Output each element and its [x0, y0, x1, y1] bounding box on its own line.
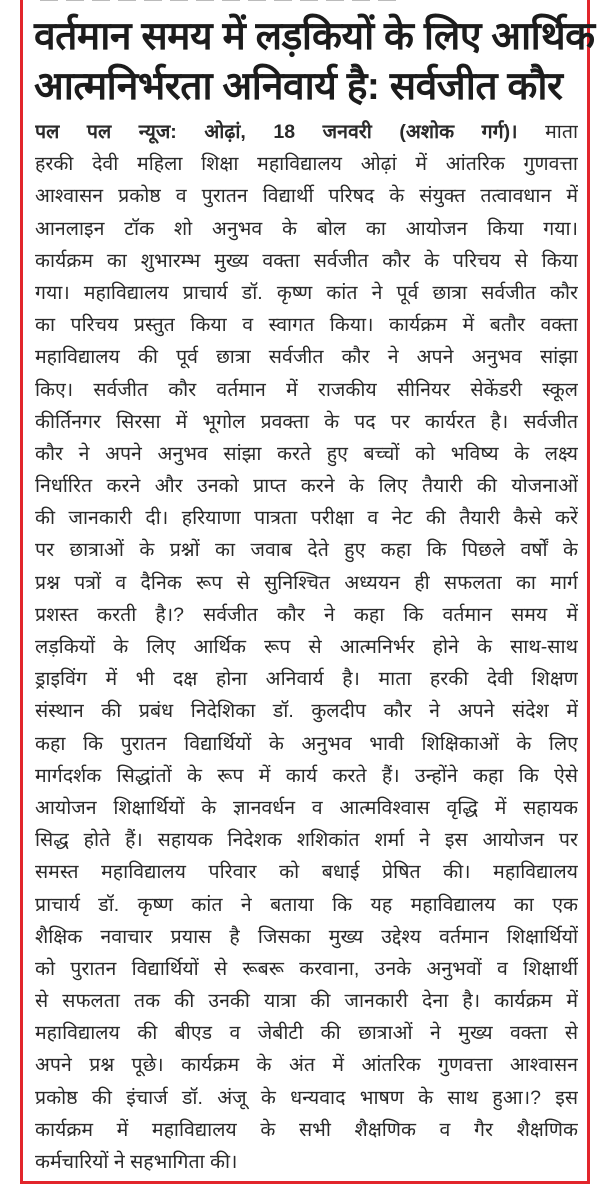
article-line: कार्यक्रम में महाविद्यालय के सभी शैक्षणिक व गैर शैक्षणिक — [35, 1118, 578, 1141]
article-line: प्राचार्य डॉ. कृष्ण कांत ने बताया कि यह महाविद्यालय का एक — [35, 893, 578, 916]
article-line: महाविद्यालय की बीएड व जेबीटी की छात्राओं ने मुख्य वक्ता से — [35, 1022, 578, 1045]
article-line: प्रश्न पत्रों व दैनिक रूप से सुनिश्चित अध्ययन ही सफलता का मार्ग — [35, 571, 578, 594]
article-line: पर छात्राओं के प्रश्नों का जवाब देते हुए कहा कि पिछले वर्षों के — [35, 539, 578, 562]
article-line: कौर ने अपने अनुभव सांझा करते हुए बच्चों को भविष्य के लक्ष्य — [35, 442, 578, 465]
article-line: हरकी देवी महिला शिक्षा महाविद्यालय ओढ़ां में आंतरिक गुणवत्ता — [35, 153, 578, 176]
article-line: सिद्ध होते हैं। सहायक निदेशक शशिकांत शर्मा ने इस आयोजन पर — [35, 829, 578, 852]
article-line: अपने प्रश्न पूछे। कार्यक्रम के अंत में आंतरिक गुणवत्ता आश्वासन — [35, 1054, 578, 1077]
article-line: शैक्षिक नवाचार प्रयास है जिसका मुख्य उद्देश्य वर्तमान शिक्षार्थियों — [35, 925, 578, 948]
article-line: आनलाइन टॉक शो अनुभव के बोल का आयोजन किया गया। — [35, 217, 578, 240]
article-line-text: माता — [517, 121, 578, 143]
article-line: को पुरातन विद्यार्थियों से रूबरू करवाना, उनके अनुभवों व शिक्षार्थी — [35, 957, 578, 980]
article-line: समस्त महाविद्यालय परिवार को बधाई प्रेषित की। महाविद्यालय — [35, 861, 578, 884]
article-line: आश्वासन प्रकोष्ठ व पुरातन विद्यार्थी परिषद के संयुक्त तत्वावधान में — [35, 185, 578, 208]
article-line: कीर्तिनगर सिरसा में भूगोल प्रवक्ता के पद पर कार्यरत है। सर्वजीत — [35, 410, 578, 433]
article-line: आयोजन शिक्षार्थियों के ज्ञानवर्धन व आत्मविश्वास वृद्धि में सहायक — [35, 796, 578, 819]
article-line: महाविद्यालय की पूर्व छात्रा सर्वजीत कौर ने अपने अनुभव सांझा — [35, 346, 578, 369]
article-line: लड़कियों के लिए आर्थिक रूप से आत्मनिर्भर होने के साथ-साथ — [35, 636, 578, 658]
article-body — [35, 116, 578, 1178]
article-line: संस्थान की प्रबंध निदेशिका डॉ. कुलदीप कौर ने अपने संदेश में — [35, 700, 578, 723]
article-line: निर्धारित करने और उनको प्राप्त करने के लिए तैयारी की योजनाओं — [35, 475, 578, 498]
article-line: किए। सर्वजीत कौर वर्तमान में राजकीय सीनियर सेकेंडरी स्कूल — [35, 378, 578, 401]
article-line: कर्मचारियों ने सहभागिता की। — [35, 1151, 238, 1173]
headline-line-2: आत्मनिर्भरता अनिवार्य है: सर्वजीत कौर — [34, 65, 563, 108]
article-line: प्रशस्त करती है।? सर्वजीत कौर ने कहा कि वर्तमान समय में — [35, 603, 578, 626]
article-line: गया। महाविद्यालय प्राचार्य डॉ. कृष्ण कांत ने पूर्व छात्रा सर्वजीत कौर — [35, 281, 578, 304]
cropped-previous-text — [40, 0, 400, 4]
article-line: कार्यक्रम का शुभारम्भ मुख्य वक्ता सर्वजीत कौर के परिचय से किया — [35, 249, 578, 272]
article-line: से सफलता तक की उनकी यात्रा की जानकारी देना है। कार्यक्रम में — [35, 990, 578, 1013]
dateline: पल पल न्यूज: ओढ़ां, 18 जनवरी (अशोक गर्ग)। — [35, 121, 518, 143]
headline-line-1: वर्तमान समय में लड़कियों के लिए आर्थिक — [34, 15, 595, 58]
article-line: ड्राइविंग में भी दक्ष होना अनिवार्य है। माता हरकी देवी शिक्षण — [35, 668, 578, 691]
article-line: का परिचय प्रस्तुत किया व स्वागत किया। कार्यक्रम में बतौर वक्ता — [35, 314, 578, 337]
article-line — [35, 116, 578, 148]
article-line: प्रकोष्ठ की इंचार्ज डॉ. अंजू के धन्यवाद भाषण के साथ हुआ।? इस — [35, 1086, 578, 1109]
article-line: कहा कि पुरातन विद्यार्थियों के अनुभव भावी शिक्षिकाओं के लिए — [35, 732, 578, 755]
article-line: मार्गदर्शक सिद्धांतों के रूप में कार्य करते हैं। उन्होंने कहा कि ऐसे — [35, 764, 578, 787]
article-line: की जानकारी दी। हरियाणा पात्रता परीक्षा व नेट की तैयारी कैसे करें — [35, 507, 578, 530]
